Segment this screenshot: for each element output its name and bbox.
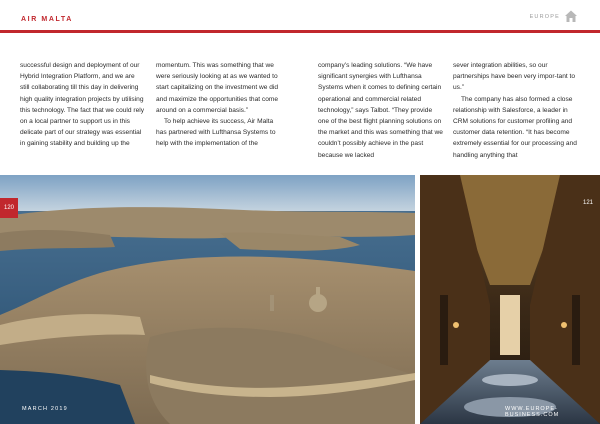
- page-number-right: 121: [583, 200, 594, 206]
- page-number-left: 120: [0, 198, 18, 218]
- article-columns: [20, 60, 585, 160]
- paragraph: momentum. This was something that we were seriously looking at as we wanted to start capitalizing on the investment we did and maximize the opportunities that come around on a commercial basis.”: [156, 62, 279, 114]
- footer-date: MARCH 2019: [22, 406, 68, 412]
- palace-corridor-photo: [420, 175, 600, 424]
- home-icon[interactable]: [564, 9, 578, 23]
- paragraph: To help achieve its success, Air Malta has partnered with Lufthansa Systems to help with the implementation of the: [156, 118, 276, 148]
- brand-title: AIR MALTA: [21, 16, 73, 23]
- text-column-2: [156, 60, 281, 150]
- footer-url[interactable]: WWW.EUROPE-BUSINESS.COM: [505, 406, 560, 418]
- aerial-valletta-photo: [0, 175, 415, 424]
- text-column-3: [318, 60, 443, 161]
- paragraph: successful design and deployment of our Hybrid Integration Platform, and we are still collaborating till this day in delivering high quality integration projects by utilising this technology. The fact that we could rely on a local partner to support us in this delicate part of our strategy was essential in gaining stability and building up the: [20, 62, 145, 148]
- header-rule: [0, 30, 600, 33]
- paragraph: The company has also formed a close relationship with Salesforce, a leader in CRM solutions for customer profiling and customer data retention. “It has become extremely essential for our processing and handling anything that: [453, 95, 577, 159]
- paragraph: company’s leading solutions. “We have significant synergies with Lufthansa Systems when it comes to defining certain operational and commercial related technology,” says Talbot. “They provide one of the best flight planning solutions on the market and this was something that we couldn’t possibly achieve in the past because we lacked: [318, 62, 443, 159]
- text-column-1: [20, 60, 145, 150]
- page-header: [0, 0, 600, 32]
- section-label: EUROPE: [529, 14, 560, 20]
- paragraph: sever integration abilities, so our partnerships have been very impor-tant to us.”: [453, 62, 576, 92]
- text-column-4: [453, 60, 578, 161]
